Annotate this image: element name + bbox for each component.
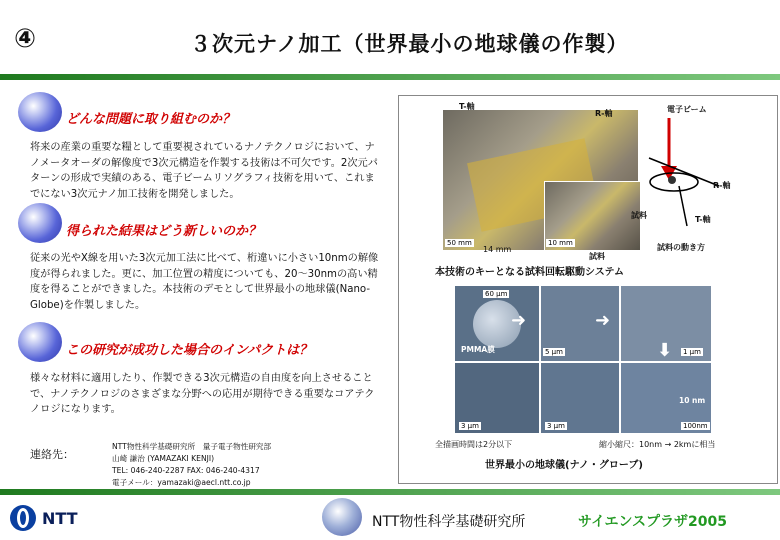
slide-title: ３次元ナノ加工（世界最小の地球儀の作製） [190,32,629,56]
pmma-label: PMMA膜 [461,345,495,354]
ntt-logo-icon [10,505,36,531]
note-draw-time: 全描画時間は2分以下 [435,440,513,449]
contact-line: 電子メール：yamazaki@aecl.ntt.co.jp [112,478,251,487]
bullet-orb-icon [18,92,62,132]
arrow-right-icon: ➜ [511,310,527,331]
section-heading-problem: どんな問題に取り組むのか？ [66,112,236,127]
scale-3um-a: 3 μm [461,422,479,430]
scale-100nm: 100nm [683,422,708,430]
scale-10nm: 10 nm [679,396,706,405]
bullet-orb-icon [18,203,62,243]
t-axis-label: T-軸 [459,102,475,111]
scale-14mm: 14 mm [483,245,512,254]
figure-panel [398,95,778,484]
figure-caption-bottom: 世界最小の地球儀(ナノ・グローブ) [485,460,643,471]
contact-line: 山崎 謙治 (YAMAZAKI KENJI) [112,454,215,463]
contact-label: 連絡先： [30,448,74,461]
section-text-result: 従来の光やX線を用いた3次元加工法に比べて、桁違いに小さい10nmの解像度が得られました。更に、加工位置の精度についても、20～30nmの高い精度を得ることができました。本技術のデモとして世界最小の地球儀(Nano-Globe)を作製しました。 [30,253,379,311]
r-axis-line [649,158,719,186]
bullet-orb-icon [18,322,62,362]
scale-1um: 1 μm [683,348,701,356]
top-divider [0,74,780,80]
footer-org: NTT物性科学基礎研究所 [372,514,526,530]
contact-line: NTT物性科学基礎研究所 量子電子物性研究部 [112,442,272,451]
r-axis-diagram-label: R-軸 [713,181,731,190]
scale-5um: 5 μm [545,348,563,356]
rotation-schematic [639,116,773,246]
contact-block [112,441,271,489]
section-text-problem: 将来の産業の重要な糧として重要視されているナノテクノロジにおいて、ナノメータオーダの解像度で3次元構造を作製する技術は不可欠です。2次元パターンの形成で実績のある、電子ビームリソグラフィ技術を用いて、これまでにない3次元ナノ加工技術を開発しました。 [30,142,378,200]
motion-label: 試料の動き方 [657,243,705,252]
scale-10mm: 10 mm [548,239,573,247]
arrow-down-icon: ⬇ [657,340,673,361]
ntt-logo [10,505,78,531]
sample-photo-label: 試料 [589,252,605,261]
electron-beam-label: 電子ビーム [667,105,707,114]
sample-dot [668,176,676,184]
r-axis-label: R-軸 [595,109,613,118]
sample-diagram-label: 試料 [631,211,647,220]
scale-3um-b: 3 μm [547,422,565,430]
section-heading-impact: この研究が成功した場合のインパクトは？ [66,343,313,358]
ntt-logo-text: NTT [42,508,78,528]
t-axis-line [679,186,687,226]
slide-number: ④ [14,24,37,54]
footer-event: サイエンスプラザ2005 [578,514,728,530]
scale-60um: 60 μm [485,290,508,298]
contact-line: TEL: 046-240-2287 FAX: 046-240-4317 [112,466,260,475]
figure-caption-top: 本技術のキーとなる試料回転駆動システム [435,267,624,278]
scale-50mm: 50 mm [447,239,472,247]
note-scale: 縮小縮尺：10nm → 2kmに相当 [599,440,716,449]
section-text-impact: 様々な材料に適用したり、作製できる3次元構造の自由度を向上させることで、ナノテクノロジのさまざまな分野への応用が期待できる重要なコアテクノロジになります。 [30,373,375,415]
globe-icon [322,498,362,536]
bottom-divider [0,489,780,495]
t-axis-diagram-label: T-軸 [695,215,711,224]
section-heading-result: 得られた結果はどう新しいのか？ [66,224,262,239]
arrow-right-icon: ➜ [595,310,611,331]
